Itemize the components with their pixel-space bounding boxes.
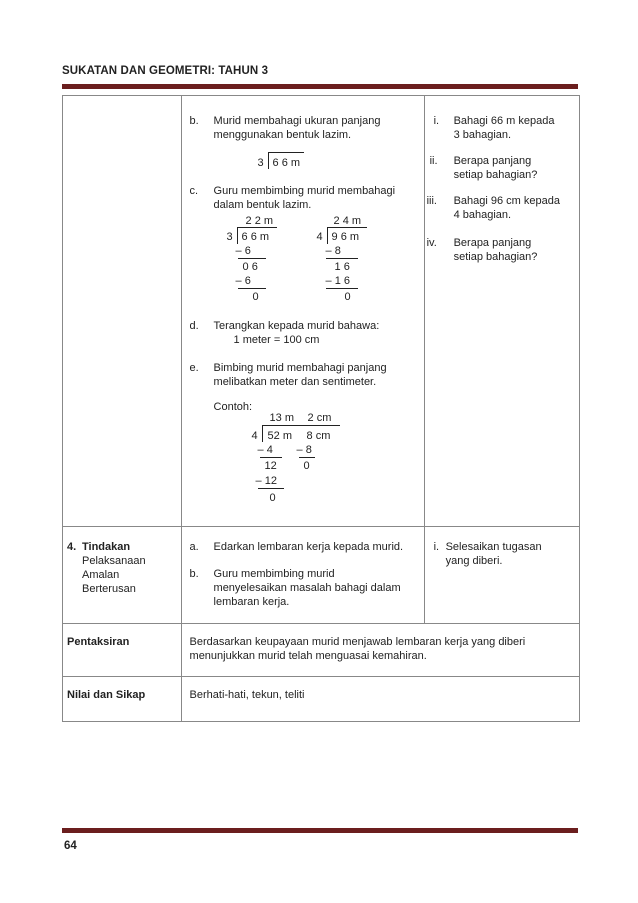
div1-dividend: 6 6 m — [241, 231, 270, 243]
step-sub-2: Amalan — [82, 569, 120, 581]
div2-rem2: 0 — [344, 291, 351, 303]
div3-line2-m — [258, 488, 284, 489]
question-iv-line2: setiap bahagian? — [453, 251, 538, 263]
footer-rule — [62, 828, 578, 833]
question-i-mark: i. — [433, 115, 440, 127]
table-row — [63, 527, 580, 624]
div1-line2 — [238, 288, 266, 289]
div3-sub1-cm: – 8 — [296, 444, 312, 456]
item-a-text: Edarkan lembaran kerja kepada murid. — [213, 541, 404, 553]
assessment-line1: Berdasarkan keupayaan murid menjawab lembaran kerja yang diberi — [189, 636, 526, 648]
div3-rem1-m: 12 — [264, 460, 277, 472]
div1-sub1: – 6 — [235, 245, 251, 257]
item-d-line2: 1 meter = 100 cm — [233, 334, 320, 346]
div1-divisor: 3 — [226, 231, 233, 243]
table-row — [63, 96, 580, 527]
item-d-line1: Terangkan kepada murid bahawa: — [213, 320, 380, 332]
div2-sub1: – 8 — [325, 245, 341, 257]
div1-rem2: 0 — [252, 291, 259, 303]
question-ii-mark: ii. — [429, 155, 438, 167]
step-sub-1: Pelaksanaan — [82, 555, 146, 567]
values-text-cell — [181, 677, 579, 722]
div2-dividend: 9 6 m — [331, 231, 360, 243]
assessment-label-cell — [63, 624, 182, 677]
assessment-text-cell — [181, 624, 579, 677]
div3-rem1-cm: 0 — [303, 460, 310, 472]
item-e-mark: e. — [189, 362, 199, 374]
item-b-line1: Murid membahagi ukuran panjang — [213, 115, 381, 127]
question-iv-line1: Berapa panjang — [453, 237, 532, 249]
item-d-mark: d. — [189, 320, 199, 332]
lesson-plan-table — [62, 95, 580, 722]
activity-cell — [181, 527, 424, 624]
step-number: 4. — [67, 541, 77, 553]
questions-cell — [424, 96, 579, 527]
activity-cell — [181, 96, 424, 527]
table-row — [63, 624, 580, 677]
div3-quotient-cm: 2 cm — [307, 412, 332, 424]
page-header-title: SUKATAN DAN GEOMETRI: TAHUN 3 — [62, 65, 269, 77]
example-label: Contoh: — [213, 401, 253, 413]
question-i-line1: Bahagi 66 m kepada — [453, 115, 555, 127]
question-iii-line1: Bahagi 96 cm kepada — [453, 195, 560, 207]
div3-line1-m — [260, 457, 282, 458]
question-iii-line2: 4 bahagian. — [453, 209, 512, 221]
div1-rem1: 0 6 — [242, 261, 258, 273]
item-b-mark: b. — [189, 568, 199, 580]
div1-sub2: – 6 — [235, 275, 251, 287]
div1-quotient: 2 2 m — [245, 215, 274, 227]
div0-bracket — [268, 152, 269, 169]
div3-bracket — [262, 425, 263, 442]
div1-bar — [237, 227, 277, 228]
div2-bracket — [327, 227, 328, 244]
div1-line1 — [238, 258, 266, 259]
item-a-mark: a. — [189, 541, 199, 553]
div3-divisor: 4 — [251, 430, 258, 442]
div3-dividend-m: 52 m — [267, 430, 292, 442]
question-iii-mark: iii. — [426, 195, 437, 207]
div1-bracket — [237, 227, 238, 244]
div3-sub1-m: – 4 — [257, 444, 273, 456]
div2-bar — [327, 227, 367, 228]
item-b-line2: menggunakan bentuk lazim. — [213, 129, 352, 141]
question-i-line2: 3 bahagian. — [453, 129, 512, 141]
step-cell-empty — [63, 96, 182, 527]
question-ii-line1: Berapa panjang — [453, 155, 532, 167]
table-row — [63, 677, 580, 722]
div3-bar — [262, 425, 340, 426]
div3-rem2-m: 0 — [269, 492, 276, 504]
question-ii-line2: setiap bahagian? — [453, 169, 538, 181]
questions-cell — [424, 527, 579, 624]
page-number: 64 — [64, 840, 77, 852]
div2-rem1: 1 6 — [334, 261, 350, 273]
task-i-mark: i. — [433, 541, 440, 553]
values-label-cell — [63, 677, 182, 722]
item-b-line2: menyelesaikan masalah bahagi dalam — [213, 582, 401, 594]
item-c-line1: Guru membimbing murid membahagi — [213, 185, 396, 197]
item-e-line1: Bimbing murid membahagi panjang — [213, 362, 387, 374]
item-b-line3: lembaran kerja. — [213, 596, 290, 608]
step-cell — [63, 527, 182, 624]
div0-dividend: 6 6 m — [272, 157, 301, 169]
task-i-line1: Selesaikan tugasan — [445, 541, 542, 553]
values-label: Nilai dan Sikap — [67, 689, 146, 701]
div2-line1 — [326, 258, 358, 259]
item-c-mark: c. — [189, 185, 199, 197]
div0-bar — [268, 152, 304, 153]
assessment-line2: menunjukkan murid telah menguasai kemahiran. — [189, 650, 427, 662]
div3-quotient-m: 13 m — [269, 412, 294, 424]
item-b-line1: Guru membimbing murid — [213, 568, 335, 580]
values-text: Berhati-hati, tekun, teliti — [189, 689, 305, 701]
div2-quotient: 2 4 m — [333, 215, 362, 227]
item-c-line2: dalam bentuk lazim. — [213, 199, 312, 211]
task-i-line2: yang diberi. — [445, 555, 503, 567]
assessment-label: Pentaksiran — [67, 636, 130, 648]
item-e-line2: melibatkan meter dan sentimeter. — [213, 376, 377, 388]
div2-sub2: – 1 6 — [325, 275, 350, 287]
div3-dividend-cm: 8 cm — [306, 430, 331, 442]
step-title: Tindakan — [82, 541, 131, 553]
question-iv-mark: iv. — [426, 237, 437, 249]
div2-divisor: 4 — [316, 231, 323, 243]
div2-line2 — [326, 288, 358, 289]
div0-divisor: 3 — [257, 157, 264, 169]
step-sub-3: Berterusan — [82, 583, 136, 595]
item-b-mark: b. — [189, 115, 199, 127]
div3-line1-cm — [299, 457, 315, 458]
div3-sub2-m: – 12 — [255, 475, 277, 487]
header-rule — [62, 84, 578, 89]
